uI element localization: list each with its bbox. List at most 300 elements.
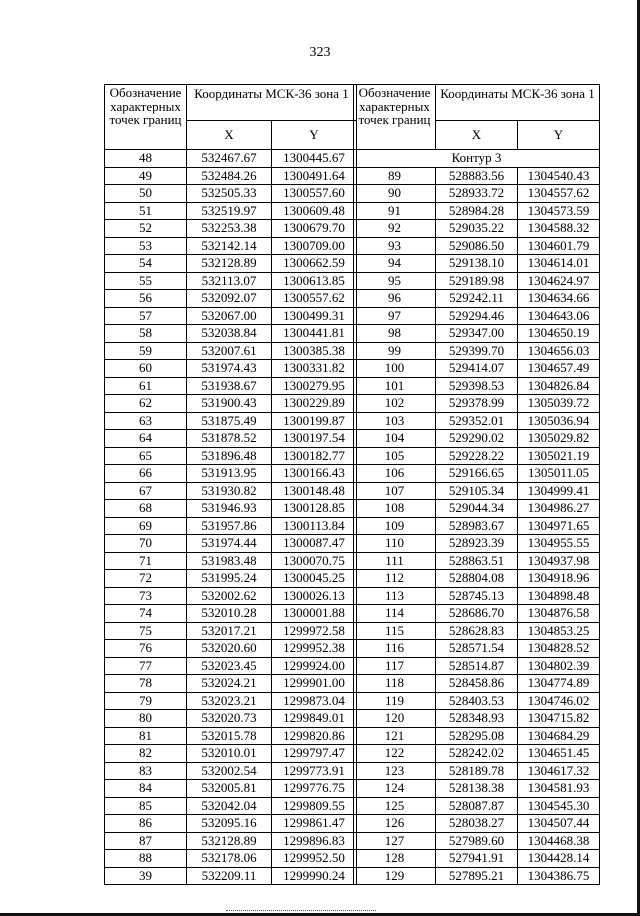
table-row <box>105 832 357 850</box>
y-coordinate-cell: 1300491.64 <box>272 167 357 185</box>
x-coordinate-cell: 529294.46 <box>436 307 518 325</box>
table-row <box>354 500 600 518</box>
point-number-cell: 102 <box>354 395 436 413</box>
y-coordinate-cell: 1300499.31 <box>272 307 357 325</box>
x-coordinate-cell: 532253.38 <box>187 220 272 238</box>
y-coordinate-cell: 1299861.47 <box>272 815 357 833</box>
y-coordinate-cell: 1304684.29 <box>518 727 600 745</box>
point-number-cell: 74 <box>105 605 187 623</box>
point-number-cell: 117 <box>354 657 436 675</box>
y-coordinate-cell: 1304999.41 <box>518 482 600 500</box>
y-coordinate-cell: 1300613.85 <box>272 272 357 290</box>
point-number-cell: 65 <box>105 447 187 465</box>
point-number-cell: 97 <box>354 307 436 325</box>
point-number-cell: 109 <box>354 517 436 535</box>
x-coordinate-cell: 529105.34 <box>436 482 518 500</box>
table-row <box>105 465 357 483</box>
point-number-cell: 93 <box>354 237 436 255</box>
y-coordinate-cell: 1300197.54 <box>272 430 357 448</box>
coordinates-table-right <box>353 84 600 885</box>
y-coordinate-cell: 1300087.47 <box>272 535 357 553</box>
point-number-cell: 70 <box>105 535 187 553</box>
y-coordinate-cell: 1299901.00 <box>272 675 357 693</box>
x-coordinate-cell: 528242.02 <box>436 745 518 763</box>
x-coordinate-cell: 531896.48 <box>187 447 272 465</box>
y-coordinate-cell: 1304898.48 <box>518 587 600 605</box>
x-coordinate-cell: 528745.13 <box>436 587 518 605</box>
x-coordinate-cell: 529352.01 <box>436 412 518 430</box>
point-number-cell: 128 <box>354 850 436 868</box>
x-coordinate-cell: 532178.06 <box>187 850 272 868</box>
table-row <box>105 447 357 465</box>
y-coordinate-cell: 1299952.50 <box>272 850 357 868</box>
point-number-cell: 125 <box>354 797 436 815</box>
table-row <box>354 430 600 448</box>
y-coordinate-cell: 1300557.62 <box>272 290 357 308</box>
y-coordinate-cell: 1300279.95 <box>272 377 357 395</box>
column-header-x: X <box>187 121 272 150</box>
y-coordinate-cell: 1304955.55 <box>518 535 600 553</box>
table-row <box>354 202 600 220</box>
column-header-y: Y <box>518 121 600 150</box>
y-coordinate-cell: 1304715.82 <box>518 710 600 728</box>
table-row <box>354 762 600 780</box>
y-coordinate-cell: 1299776.75 <box>272 780 357 798</box>
table-row <box>105 272 357 290</box>
table-row <box>354 167 600 185</box>
x-coordinate-cell: 528883.56 <box>436 167 518 185</box>
y-coordinate-cell: 1304826.84 <box>518 377 600 395</box>
point-number-cell: 95 <box>354 272 436 290</box>
point-number-cell: 71 <box>105 552 187 570</box>
x-coordinate-cell: 528628.83 <box>436 622 518 640</box>
point-number-cell: 80 <box>105 710 187 728</box>
point-number-cell: 77 <box>105 657 187 675</box>
x-coordinate-cell: 528923.39 <box>436 535 518 553</box>
table-row <box>105 202 357 220</box>
point-number-cell: 78 <box>105 675 187 693</box>
x-coordinate-cell: 528514.87 <box>436 657 518 675</box>
point-number-cell: 51 <box>105 202 187 220</box>
table-row <box>354 272 600 290</box>
table-row <box>105 342 357 360</box>
y-coordinate-cell: 1300557.60 <box>272 185 357 203</box>
point-number-cell: 108 <box>354 500 436 518</box>
point-number-cell: 129 <box>354 867 436 885</box>
table-row <box>105 167 357 185</box>
table-row <box>354 290 600 308</box>
x-coordinate-cell: 532142.14 <box>187 237 272 255</box>
x-coordinate-cell: 532010.01 <box>187 745 272 763</box>
point-number-cell: 124 <box>354 780 436 798</box>
table-row <box>105 360 357 378</box>
point-number-cell: 111 <box>354 552 436 570</box>
y-coordinate-cell: 1305029.82 <box>518 430 600 448</box>
x-coordinate-cell: 528038.27 <box>436 815 518 833</box>
table-row <box>105 640 357 658</box>
point-number-cell: 101 <box>354 377 436 395</box>
x-coordinate-cell: 532128.89 <box>187 255 272 273</box>
y-coordinate-cell: 1305036.94 <box>518 412 600 430</box>
y-coordinate-cell: 1305021.19 <box>518 447 600 465</box>
y-coordinate-cell: 1299809.55 <box>272 797 357 815</box>
table-row <box>105 482 357 500</box>
point-number-cell: 94 <box>354 255 436 273</box>
y-coordinate-cell: 1299773.91 <box>272 762 357 780</box>
table-row <box>105 517 357 535</box>
point-number-cell: 61 <box>105 377 187 395</box>
x-coordinate-cell: 528984.28 <box>436 202 518 220</box>
point-number-cell: 126 <box>354 815 436 833</box>
table-row <box>105 622 357 640</box>
x-coordinate-cell: 529290.02 <box>436 430 518 448</box>
table-row <box>354 395 600 413</box>
table-row <box>105 850 357 868</box>
y-coordinate-cell: 1304651.45 <box>518 745 600 763</box>
y-coordinate-cell: 1300070.75 <box>272 552 357 570</box>
table-row <box>105 395 357 413</box>
table-row <box>105 552 357 570</box>
x-coordinate-cell: 532023.45 <box>187 657 272 675</box>
point-number-cell: 116 <box>354 640 436 658</box>
x-coordinate-cell: 532067.00 <box>187 307 272 325</box>
x-coordinate-cell: 529035.22 <box>436 220 518 238</box>
table-row <box>105 727 357 745</box>
point-number-cell: 53 <box>105 237 187 255</box>
table-row <box>354 622 600 640</box>
point-number-cell: 83 <box>105 762 187 780</box>
table-row <box>354 710 600 728</box>
y-coordinate-cell: 1299820.86 <box>272 727 357 745</box>
point-number-cell: 87 <box>105 832 187 850</box>
y-coordinate-cell: 1304828.52 <box>518 640 600 658</box>
point-number-cell: 86 <box>105 815 187 833</box>
x-coordinate-cell: 532020.60 <box>187 640 272 658</box>
point-number-cell: 50 <box>105 185 187 203</box>
table-row <box>105 605 357 623</box>
y-coordinate-cell: 1299990.24 <box>272 867 357 885</box>
x-coordinate-cell: 532010.28 <box>187 605 272 623</box>
point-number-cell: 62 <box>105 395 187 413</box>
x-coordinate-cell: 532005.81 <box>187 780 272 798</box>
point-number-cell: 91 <box>354 202 436 220</box>
y-coordinate-cell: 1300445.67 <box>272 150 357 168</box>
table-row <box>354 692 600 710</box>
x-coordinate-cell: 528295.08 <box>436 727 518 745</box>
x-coordinate-cell: 532042.04 <box>187 797 272 815</box>
scan-artifact-line <box>226 910 376 913</box>
table-row <box>354 307 600 325</box>
table-row <box>354 377 600 395</box>
y-coordinate-cell: 1299797.47 <box>272 745 357 763</box>
y-coordinate-cell: 1304540.43 <box>518 167 600 185</box>
y-coordinate-cell: 1300045.25 <box>272 570 357 588</box>
point-number-cell: 106 <box>354 465 436 483</box>
y-coordinate-cell: 1299896.83 <box>272 832 357 850</box>
point-number-cell: 84 <box>105 780 187 798</box>
point-number-cell: 88 <box>105 850 187 868</box>
y-coordinate-cell: 1304507.44 <box>518 815 600 833</box>
x-coordinate-cell: 529138.10 <box>436 255 518 273</box>
point-number-cell: 66 <box>105 465 187 483</box>
point-number-cell: 121 <box>354 727 436 745</box>
point-number-cell: 119 <box>354 692 436 710</box>
y-coordinate-cell: 1300229.89 <box>272 395 357 413</box>
point-number-cell: 73 <box>105 587 187 605</box>
table-row <box>105 570 357 588</box>
y-coordinate-cell: 1304581.93 <box>518 780 600 798</box>
x-coordinate-cell: 528189.78 <box>436 762 518 780</box>
y-coordinate-cell: 1300679.70 <box>272 220 357 238</box>
y-coordinate-cell: 1300385.38 <box>272 342 357 360</box>
x-coordinate-cell: 528403.53 <box>436 692 518 710</box>
y-coordinate-cell: 1304468.38 <box>518 832 600 850</box>
x-coordinate-cell: 531974.43 <box>187 360 272 378</box>
point-number-cell: 58 <box>105 325 187 343</box>
y-coordinate-cell: 1300026.13 <box>272 587 357 605</box>
point-number-cell: 112 <box>354 570 436 588</box>
x-coordinate-cell: 531938.67 <box>187 377 272 395</box>
coordinates-table-left <box>104 84 357 885</box>
table-row <box>105 325 357 343</box>
y-coordinate-cell: 1304386.75 <box>518 867 600 885</box>
x-coordinate-cell: 531878.52 <box>187 430 272 448</box>
y-coordinate-cell: 1304588.32 <box>518 220 600 238</box>
table-row <box>354 360 600 378</box>
point-number-cell: 96 <box>354 290 436 308</box>
point-number-cell: 122 <box>354 745 436 763</box>
point-number-cell: 89 <box>354 167 436 185</box>
point-number-cell: 79 <box>105 692 187 710</box>
y-coordinate-cell: 1300199.87 <box>272 412 357 430</box>
table-row <box>354 482 600 500</box>
y-coordinate-cell: 1304746.02 <box>518 692 600 710</box>
point-number-cell: 118 <box>354 675 436 693</box>
table-row <box>105 150 357 168</box>
y-coordinate-cell: 1300441.81 <box>272 325 357 343</box>
x-coordinate-cell: 532015.78 <box>187 727 272 745</box>
table-row <box>354 185 600 203</box>
point-number-cell: 54 <box>105 255 187 273</box>
table-row <box>354 255 600 273</box>
x-coordinate-cell: 532002.54 <box>187 762 272 780</box>
x-coordinate-cell: 528348.93 <box>436 710 518 728</box>
point-number-cell: 104 <box>354 430 436 448</box>
y-coordinate-cell: 1300113.84 <box>272 517 357 535</box>
table-row <box>105 657 357 675</box>
y-coordinate-cell: 1304617.32 <box>518 762 600 780</box>
table-row <box>354 325 600 343</box>
y-coordinate-cell: 1304876.58 <box>518 605 600 623</box>
y-coordinate-cell: 1299972.58 <box>272 622 357 640</box>
table-row <box>354 832 600 850</box>
table-row <box>354 587 600 605</box>
table-row <box>105 185 357 203</box>
y-coordinate-cell: 1304802.39 <box>518 657 600 675</box>
y-coordinate-cell: 1304971.65 <box>518 517 600 535</box>
table-row <box>105 797 357 815</box>
x-coordinate-cell: 531983.48 <box>187 552 272 570</box>
point-number-cell: 39 <box>105 867 187 885</box>
table-row <box>105 220 357 238</box>
point-number-cell: 59 <box>105 342 187 360</box>
point-number-cell: 100 <box>354 360 436 378</box>
x-coordinate-cell: 532092.07 <box>187 290 272 308</box>
table-row <box>105 692 357 710</box>
x-coordinate-cell: 528686.70 <box>436 605 518 623</box>
point-number-cell: 49 <box>105 167 187 185</box>
column-header-coordinate-system: Координаты МСК-36 зона 1 <box>187 85 357 121</box>
table-row <box>354 780 600 798</box>
point-number-cell: 60 <box>105 360 187 378</box>
table-row <box>105 430 357 448</box>
x-coordinate-cell: 531995.24 <box>187 570 272 588</box>
x-coordinate-cell: 531930.82 <box>187 482 272 500</box>
page-number: 323 <box>309 45 331 60</box>
point-number-cell: 82 <box>105 745 187 763</box>
x-coordinate-cell: 529414.07 <box>436 360 518 378</box>
table-row <box>105 675 357 693</box>
y-coordinate-cell: 1304656.03 <box>518 342 600 360</box>
table-row <box>354 850 600 868</box>
x-coordinate-cell: 532467.67 <box>187 150 272 168</box>
point-number-cell: 123 <box>354 762 436 780</box>
table-row <box>105 745 357 763</box>
x-coordinate-cell: 529086.50 <box>436 237 518 255</box>
table-row <box>354 220 600 238</box>
column-header-points: Обозначение характерных точек границ <box>354 85 436 150</box>
table-row <box>354 657 600 675</box>
x-coordinate-cell: 527895.21 <box>436 867 518 885</box>
x-coordinate-cell: 532519.97 <box>187 202 272 220</box>
x-coordinate-cell: 532038.84 <box>187 325 272 343</box>
y-coordinate-cell: 1300001.88 <box>272 605 357 623</box>
point-number-cell: 64 <box>105 430 187 448</box>
y-coordinate-cell: 1300709.00 <box>272 237 357 255</box>
x-coordinate-cell: 532128.89 <box>187 832 272 850</box>
point-number-cell: 114 <box>354 605 436 623</box>
point-number-cell: 127 <box>354 832 436 850</box>
x-coordinate-cell: 528138.38 <box>436 780 518 798</box>
y-coordinate-cell: 1299849.01 <box>272 710 357 728</box>
table-row <box>354 342 600 360</box>
y-coordinate-cell: 1305011.05 <box>518 465 600 483</box>
table-row <box>105 307 357 325</box>
y-coordinate-cell: 1304937.98 <box>518 552 600 570</box>
x-coordinate-cell: 529378.99 <box>436 395 518 413</box>
y-coordinate-cell: 1304573.59 <box>518 202 600 220</box>
y-coordinate-cell: 1299952.38 <box>272 640 357 658</box>
x-coordinate-cell: 528804.08 <box>436 570 518 588</box>
table-row <box>105 500 357 518</box>
table-row <box>105 237 357 255</box>
x-coordinate-cell: 527989.60 <box>436 832 518 850</box>
x-coordinate-cell: 528933.72 <box>436 185 518 203</box>
x-coordinate-cell: 527941.91 <box>436 850 518 868</box>
table-row <box>354 815 600 833</box>
point-number-cell: 110 <box>354 535 436 553</box>
point-number-cell: 75 <box>105 622 187 640</box>
point-number-cell: 90 <box>354 185 436 203</box>
column-header-x: X <box>436 121 518 150</box>
table-row <box>105 815 357 833</box>
x-coordinate-cell: 531957.86 <box>187 517 272 535</box>
x-coordinate-cell: 531974.44 <box>187 535 272 553</box>
point-number-cell: 48 <box>105 150 187 168</box>
x-coordinate-cell: 529189.98 <box>436 272 518 290</box>
y-coordinate-cell: 1299924.00 <box>272 657 357 675</box>
x-coordinate-cell: 529166.65 <box>436 465 518 483</box>
table-row <box>354 412 600 430</box>
y-coordinate-cell: 1300662.59 <box>272 255 357 273</box>
y-coordinate-cell: 1300148.48 <box>272 482 357 500</box>
x-coordinate-cell: 529228.22 <box>436 447 518 465</box>
x-coordinate-cell: 531913.95 <box>187 465 272 483</box>
point-number-cell: 55 <box>105 272 187 290</box>
table-row <box>105 412 357 430</box>
table-row <box>354 797 600 815</box>
y-coordinate-cell: 1304986.27 <box>518 500 600 518</box>
x-coordinate-cell: 532505.33 <box>187 185 272 203</box>
x-coordinate-cell: 532095.16 <box>187 815 272 833</box>
x-coordinate-cell: 531875.49 <box>187 412 272 430</box>
table-row <box>105 377 357 395</box>
table-row <box>354 570 600 588</box>
point-number-cell: 105 <box>354 447 436 465</box>
y-coordinate-cell: 1304853.25 <box>518 622 600 640</box>
point-number-cell: 67 <box>105 482 187 500</box>
table-row <box>105 290 357 308</box>
table-row <box>354 552 600 570</box>
point-number-cell: 72 <box>105 570 187 588</box>
y-coordinate-cell: 1304601.79 <box>518 237 600 255</box>
x-coordinate-cell: 528863.51 <box>436 552 518 570</box>
table-row <box>105 587 357 605</box>
x-coordinate-cell: 529399.70 <box>436 342 518 360</box>
point-number-cell: 120 <box>354 710 436 728</box>
point-number-cell: 85 <box>105 797 187 815</box>
point-number-cell: 103 <box>354 412 436 430</box>
point-number-cell: 76 <box>105 640 187 658</box>
x-coordinate-cell: 532002.62 <box>187 587 272 605</box>
contour-label: Контур 3 <box>354 150 600 168</box>
y-coordinate-cell: 1300166.43 <box>272 465 357 483</box>
table-row <box>354 535 600 553</box>
x-coordinate-cell: 532113.07 <box>187 272 272 290</box>
x-coordinate-cell: 532020.73 <box>187 710 272 728</box>
point-number-cell: 63 <box>105 412 187 430</box>
y-coordinate-cell: 1300128.85 <box>272 500 357 518</box>
point-number-cell: 69 <box>105 517 187 535</box>
y-coordinate-cell: 1304918.96 <box>518 570 600 588</box>
x-coordinate-cell: 528087.87 <box>436 797 518 815</box>
y-coordinate-cell: 1305039.72 <box>518 395 600 413</box>
x-coordinate-cell: 531900.43 <box>187 395 272 413</box>
x-coordinate-cell: 532017.21 <box>187 622 272 640</box>
table-row <box>105 710 357 728</box>
point-number-cell: 57 <box>105 307 187 325</box>
point-number-cell: 68 <box>105 500 187 518</box>
table-row <box>354 517 600 535</box>
table-row <box>354 640 600 658</box>
table-row <box>105 535 357 553</box>
x-coordinate-cell: 532024.21 <box>187 675 272 693</box>
table-row <box>105 255 357 273</box>
x-coordinate-cell: 529242.11 <box>436 290 518 308</box>
point-number-cell: 98 <box>354 325 436 343</box>
table-row <box>354 867 600 885</box>
table-row <box>354 745 600 763</box>
